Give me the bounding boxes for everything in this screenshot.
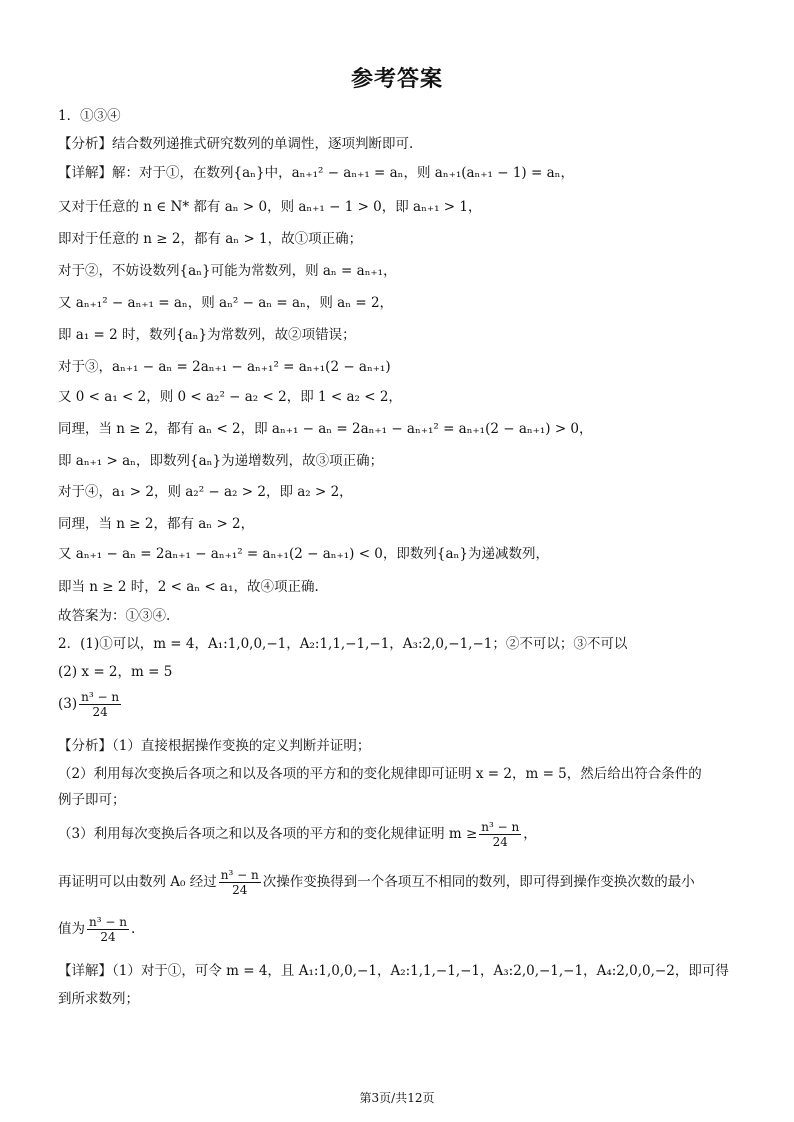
frac-prefix: 再证明可以由数列 A₀ 经过 xyxy=(58,874,217,890)
fraction xyxy=(79,690,121,719)
page-footer: 第3页/共12页 xyxy=(359,1091,435,1105)
analysis-2-step-3-end xyxy=(58,915,135,944)
analysis-2-step-3 xyxy=(58,820,537,849)
answer-2-part-3 xyxy=(58,690,123,719)
frac-prefix: （3）利用每次变换后各项之和以及各项的平方和的变化规律证明 m ≥ xyxy=(58,826,478,842)
fraction-denominator: 24 xyxy=(232,883,248,897)
fraction-numerator: n³ − n xyxy=(81,690,120,704)
fraction xyxy=(219,868,261,897)
frac-prefix: 值为 xyxy=(58,921,85,937)
frac-prefix: (3) xyxy=(58,696,78,712)
detail-1-line-11: 对于④，a₁ > 2，则 a₂² − a₂ > 2，即 a₂ > 2， xyxy=(58,484,353,500)
answer-1-conclusion: 故答案为：①③④. xyxy=(58,608,171,624)
detail-1-line-6: 即 a₁ = 2 时，数列{aₙ}为常数列，故②项错误； xyxy=(58,327,356,343)
analysis-1: 【分析】结合数列递推式研究数列的单调性，逐项判断即可. xyxy=(58,136,414,152)
answer-1-heading: 1．①③④ xyxy=(58,108,121,124)
frac-suffix: ， xyxy=(523,826,537,842)
detail-1-line-7: 对于③，aₙ₊₁ − aₙ = 2aₙ₊₁ − aₙ₊₁² = aₙ₊₁(2 − aₙ₊₁) xyxy=(58,359,391,375)
detail-1-line-12: 同理，当 n ≥ 2，都有 aₙ > 2， xyxy=(58,516,255,532)
answer-2-part-2: (2) x = 2，m = 5 xyxy=(58,664,173,680)
fraction-denominator: 24 xyxy=(100,930,116,944)
fraction-numerator: n³ − n xyxy=(220,868,259,882)
fraction xyxy=(479,820,521,849)
analysis-2-step-2-cont: 例子即可； xyxy=(58,792,126,808)
fraction-denominator: 24 xyxy=(92,705,108,719)
page-title: 参考答案 xyxy=(350,67,443,92)
detail-1-line-2: 又对于任意的 n ∈ N* 都有 aₙ > 0，则 aₙ₊₁ − 1 > 0，即 aₙ₊₁ > 1， xyxy=(58,199,482,215)
detail-1-line-4: 对于②，不妨设数列{aₙ}可能为常数列，则 aₙ = aₙ₊₁， xyxy=(58,263,397,279)
detail-1-line-14: 即当 n ≥ 2 时，2 < aₙ < a₁，故④项正确. xyxy=(58,579,319,595)
detail-1-line-1: 【详解】解：对于①，在数列{aₙ}中，aₙ₊₁² − aₙ₊₁ = aₙ，则 aₙ₊₁(aₙ₊₁ − 1) = aₙ， xyxy=(58,165,574,181)
detail-1-line-10: 即 aₙ₊₁ > aₙ，即数列{aₙ}为递增数列，故③项正确； xyxy=(58,453,384,469)
answer-2-part-1: 2．(1)①可以，m = 4，A₁:1,0,0,−1，A₂:1,1,−1,−1，A₃:2,0,−1,−1；②不可以；③不可以 xyxy=(58,636,628,652)
frac-suffix: . xyxy=(130,921,136,937)
fraction-denominator: 24 xyxy=(492,835,508,849)
fraction xyxy=(87,915,129,944)
detail-1-line-13: 又 aₙ₊₁ − aₙ = 2aₙ₊₁ − aₙ₊₁² = aₙ₊₁(2 − aₙ₊₁) < 0，即数列{aₙ}为递减数列， xyxy=(58,546,549,562)
analysis-2-step-2: （2）利用每次变换后各项之和以及各项的平方和的变化规律即可证明 x = 2，m = 5，然后给出符合条件的 xyxy=(58,766,702,782)
detail-1-line-3: 即对于任意的 n ≥ 2，都有 aₙ > 1，故①项正确； xyxy=(58,231,363,247)
detail-2-line-1: 【详解】（1）对于①，可令 m = 4，且 A₁:1,0,0,−1，A₂:1,1,−1,−1，A₃:2,0,−1,−1，A₄:2,0,0,−2，即可得 xyxy=(58,963,729,979)
analysis-2-step-1: 【分析】（1）直接根据操作变换的定义判断并证明； xyxy=(58,738,371,754)
analysis-2-step-3-cont xyxy=(58,868,695,897)
detail-1-line-9: 同理，当 n ≥ 2，都有 aₙ < 2，即 aₙ₊₁ − aₙ = 2aₙ₊₁ − aₙ₊₁² = aₙ₊₁(2 − aₙ₊₁) > 0， xyxy=(58,421,593,437)
detail-2-line-2: 到所求数列； xyxy=(58,991,139,1007)
fraction-numerator: n³ − n xyxy=(89,915,127,929)
detail-1-line-8: 又 0 < a₁ < 2，则 0 < a₂² − a₂ < 2，即 1 < a₂ < 2， xyxy=(58,389,402,405)
frac-suffix: 次操作变换得到一个各项互不相同的数列，即可得到操作变换次数的最小 xyxy=(262,874,695,890)
detail-1-line-5: 又 aₙ₊₁² − aₙ₊₁ = aₙ，则 aₙ² − aₙ = aₙ，则 aₙ = 2， xyxy=(58,295,394,311)
fraction-numerator: n³ − n xyxy=(481,820,520,834)
